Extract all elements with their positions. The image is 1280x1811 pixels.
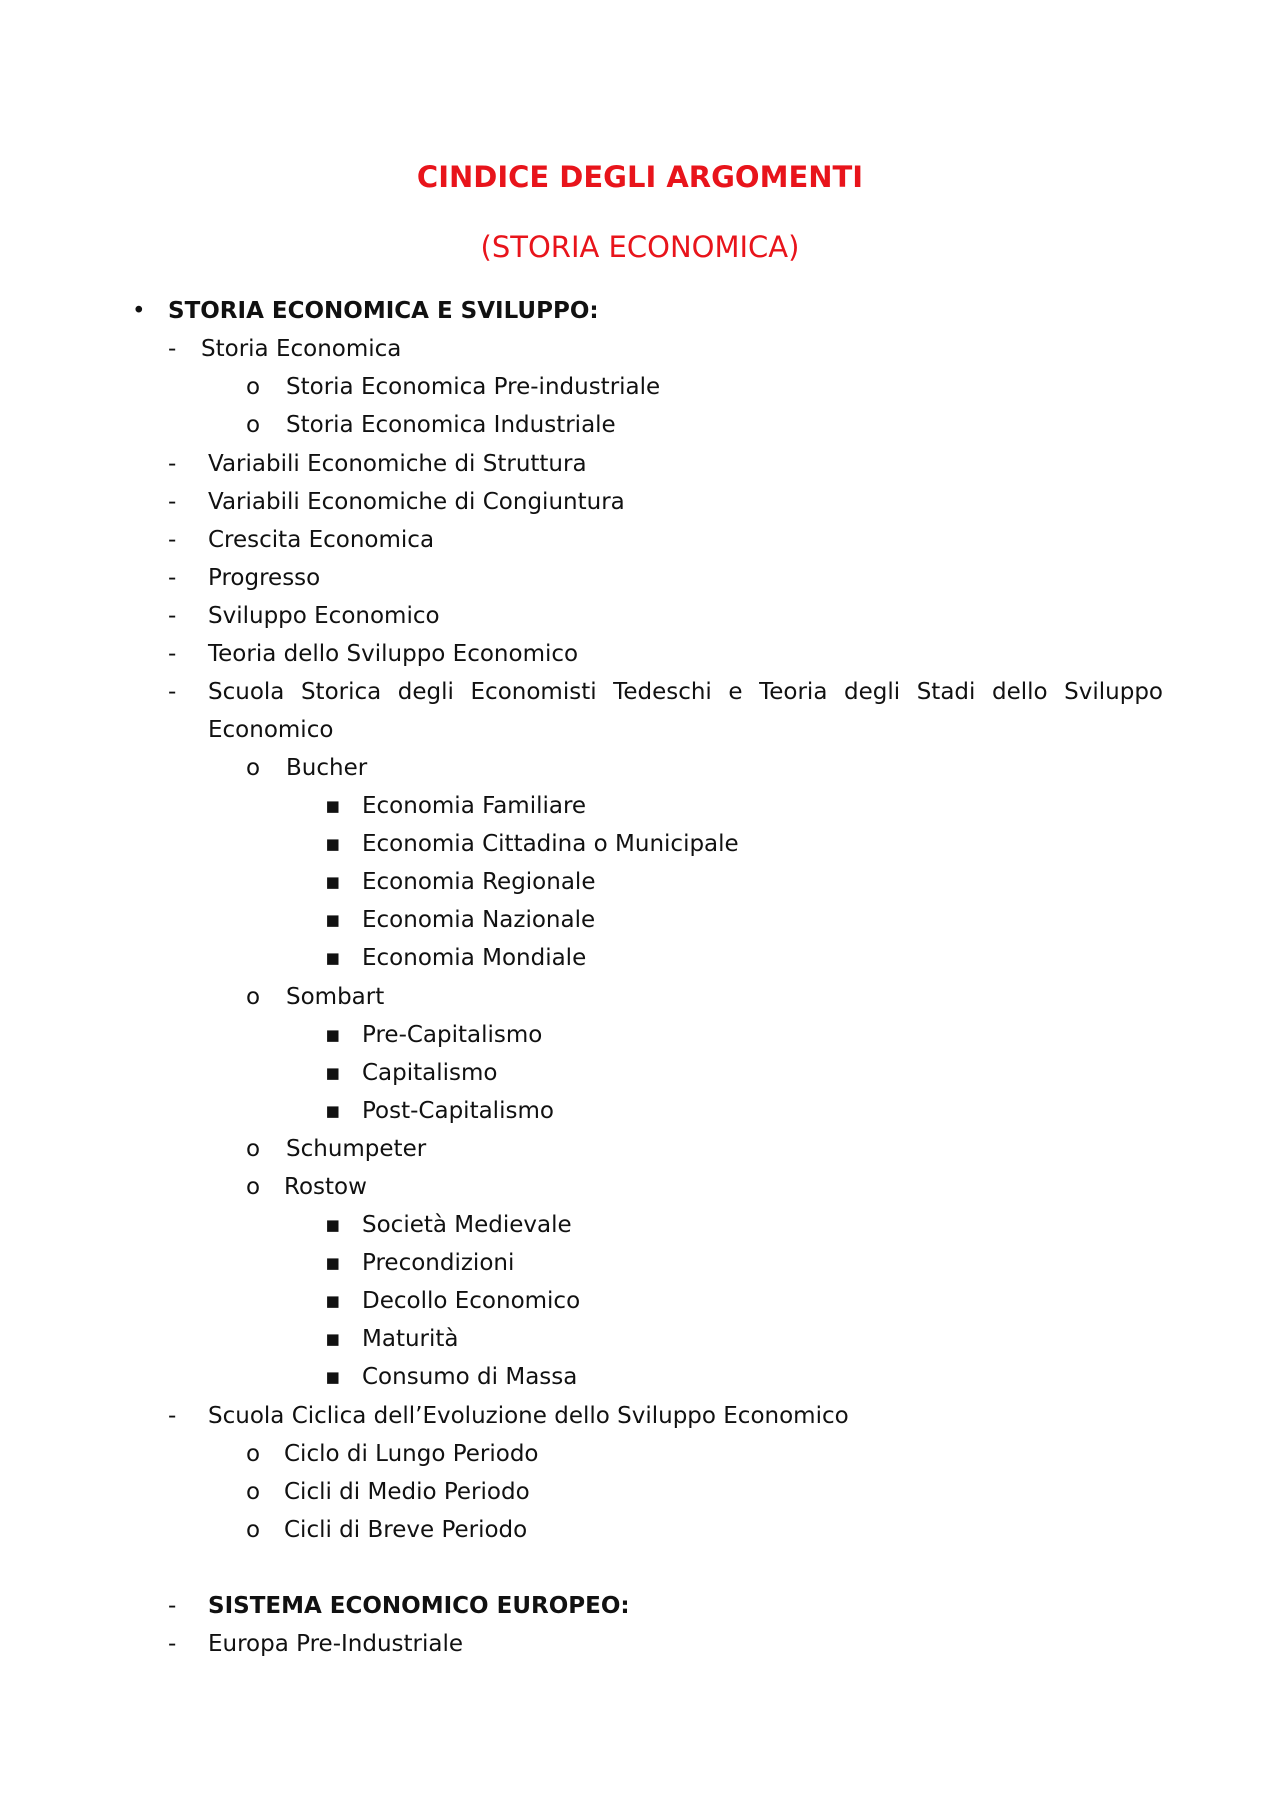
- list-item: Scuola Ciclica dell’Evoluzione dello Sviluppo Economico: [208, 1403, 849, 1429]
- square-marker: ▪: [325, 1288, 341, 1314]
- dash-marker: -: [168, 336, 177, 362]
- list-item: Bucher: [286, 755, 368, 781]
- square-marker: ▪: [325, 1022, 341, 1048]
- list-item: Variabili Economiche di Congiuntura: [208, 489, 625, 515]
- circle-marker: o: [246, 1174, 261, 1200]
- list-item: Economia Mondiale: [362, 945, 587, 971]
- square-marker: ▪: [325, 831, 341, 857]
- page-title: CINDICE DEGLI ARGOMENTI: [416, 160, 864, 194]
- circle-marker: o: [246, 1517, 261, 1543]
- dash-marker: -: [168, 1593, 177, 1619]
- list-item: Schumpeter: [286, 1136, 427, 1162]
- page-subtitle: (STORIA ECONOMICA): [480, 230, 800, 264]
- list-item: Storia Economica Industriale: [286, 412, 616, 438]
- list-item: Europa Pre-Industriale: [208, 1631, 464, 1657]
- list-item: Progresso: [208, 565, 321, 591]
- dash-marker: -: [168, 527, 177, 553]
- list-item: Ciclo di Lungo Periodo: [284, 1441, 539, 1467]
- dash-marker: -: [168, 565, 177, 591]
- list-item: Crescita Economica: [208, 527, 435, 553]
- square-marker: ▪: [325, 945, 341, 971]
- list-item: Precondizioni: [362, 1250, 515, 1276]
- list-item-continuation: Economico: [208, 717, 334, 743]
- circle-marker: o: [246, 412, 261, 438]
- list-item: Capitalismo: [362, 1060, 498, 1086]
- section-heading: SISTEMA ECONOMICO EUROPEO:: [208, 1593, 630, 1619]
- list-item: Consumo di Massa: [362, 1364, 578, 1390]
- list-item: Cicli di Medio Periodo: [284, 1479, 530, 1505]
- dash-marker: -: [168, 1403, 177, 1429]
- list-item: Storia Economica: [201, 336, 402, 362]
- circle-marker: o: [246, 755, 261, 781]
- dash-marker: -: [168, 489, 177, 515]
- list-item: Sviluppo Economico: [208, 603, 440, 629]
- square-marker: ▪: [325, 793, 341, 819]
- square-marker: ▪: [325, 1250, 341, 1276]
- list-item: Economia Familiare: [362, 793, 587, 819]
- list-item: Economia Nazionale: [362, 907, 596, 933]
- dash-marker: -: [168, 679, 177, 705]
- list-item: Pre-Capitalismo: [362, 1022, 543, 1048]
- list-item: Variabili Economiche di Struttura: [208, 451, 587, 477]
- circle-marker: o: [246, 1441, 261, 1467]
- circle-marker: o: [246, 1136, 261, 1162]
- list-item: Economia Cittadina o Municipale: [362, 831, 739, 857]
- list-item: Teoria dello Sviluppo Economico: [208, 641, 579, 667]
- square-marker: ▪: [325, 1326, 341, 1352]
- list-item: Cicli di Breve Periodo: [284, 1517, 528, 1543]
- circle-marker: o: [246, 374, 261, 400]
- dash-marker: -: [168, 451, 177, 477]
- list-item: Decollo Economico: [362, 1288, 581, 1314]
- list-item: Maturità: [362, 1326, 459, 1352]
- circle-marker: o: [246, 984, 261, 1010]
- square-marker: ▪: [325, 1060, 341, 1086]
- section-heading: STORIA ECONOMICA E SVILUPPO:: [168, 298, 599, 324]
- square-marker: ▪: [325, 869, 341, 895]
- list-item: Economia Regionale: [362, 869, 596, 895]
- list-item: Post-Capitalismo: [362, 1098, 554, 1124]
- square-marker: ▪: [325, 1364, 341, 1390]
- circle-marker: o: [246, 1479, 261, 1505]
- dash-marker: -: [168, 603, 177, 629]
- list-item: Società Medievale: [362, 1212, 572, 1238]
- dash-marker: -: [168, 1631, 177, 1657]
- square-marker: ▪: [325, 907, 341, 933]
- bullet-marker: •: [132, 298, 146, 324]
- list-item: Rostow: [284, 1174, 367, 1200]
- list-item: Scuola Storica degli Economisti Tedeschi e Teoria degli Stadi dello Sviluppo: [208, 679, 1163, 705]
- square-marker: ▪: [325, 1098, 341, 1124]
- square-marker: ▪: [325, 1212, 341, 1238]
- dash-marker: -: [168, 641, 177, 667]
- list-item: Sombart: [286, 984, 385, 1010]
- list-item: Storia Economica Pre-industriale: [286, 374, 661, 400]
